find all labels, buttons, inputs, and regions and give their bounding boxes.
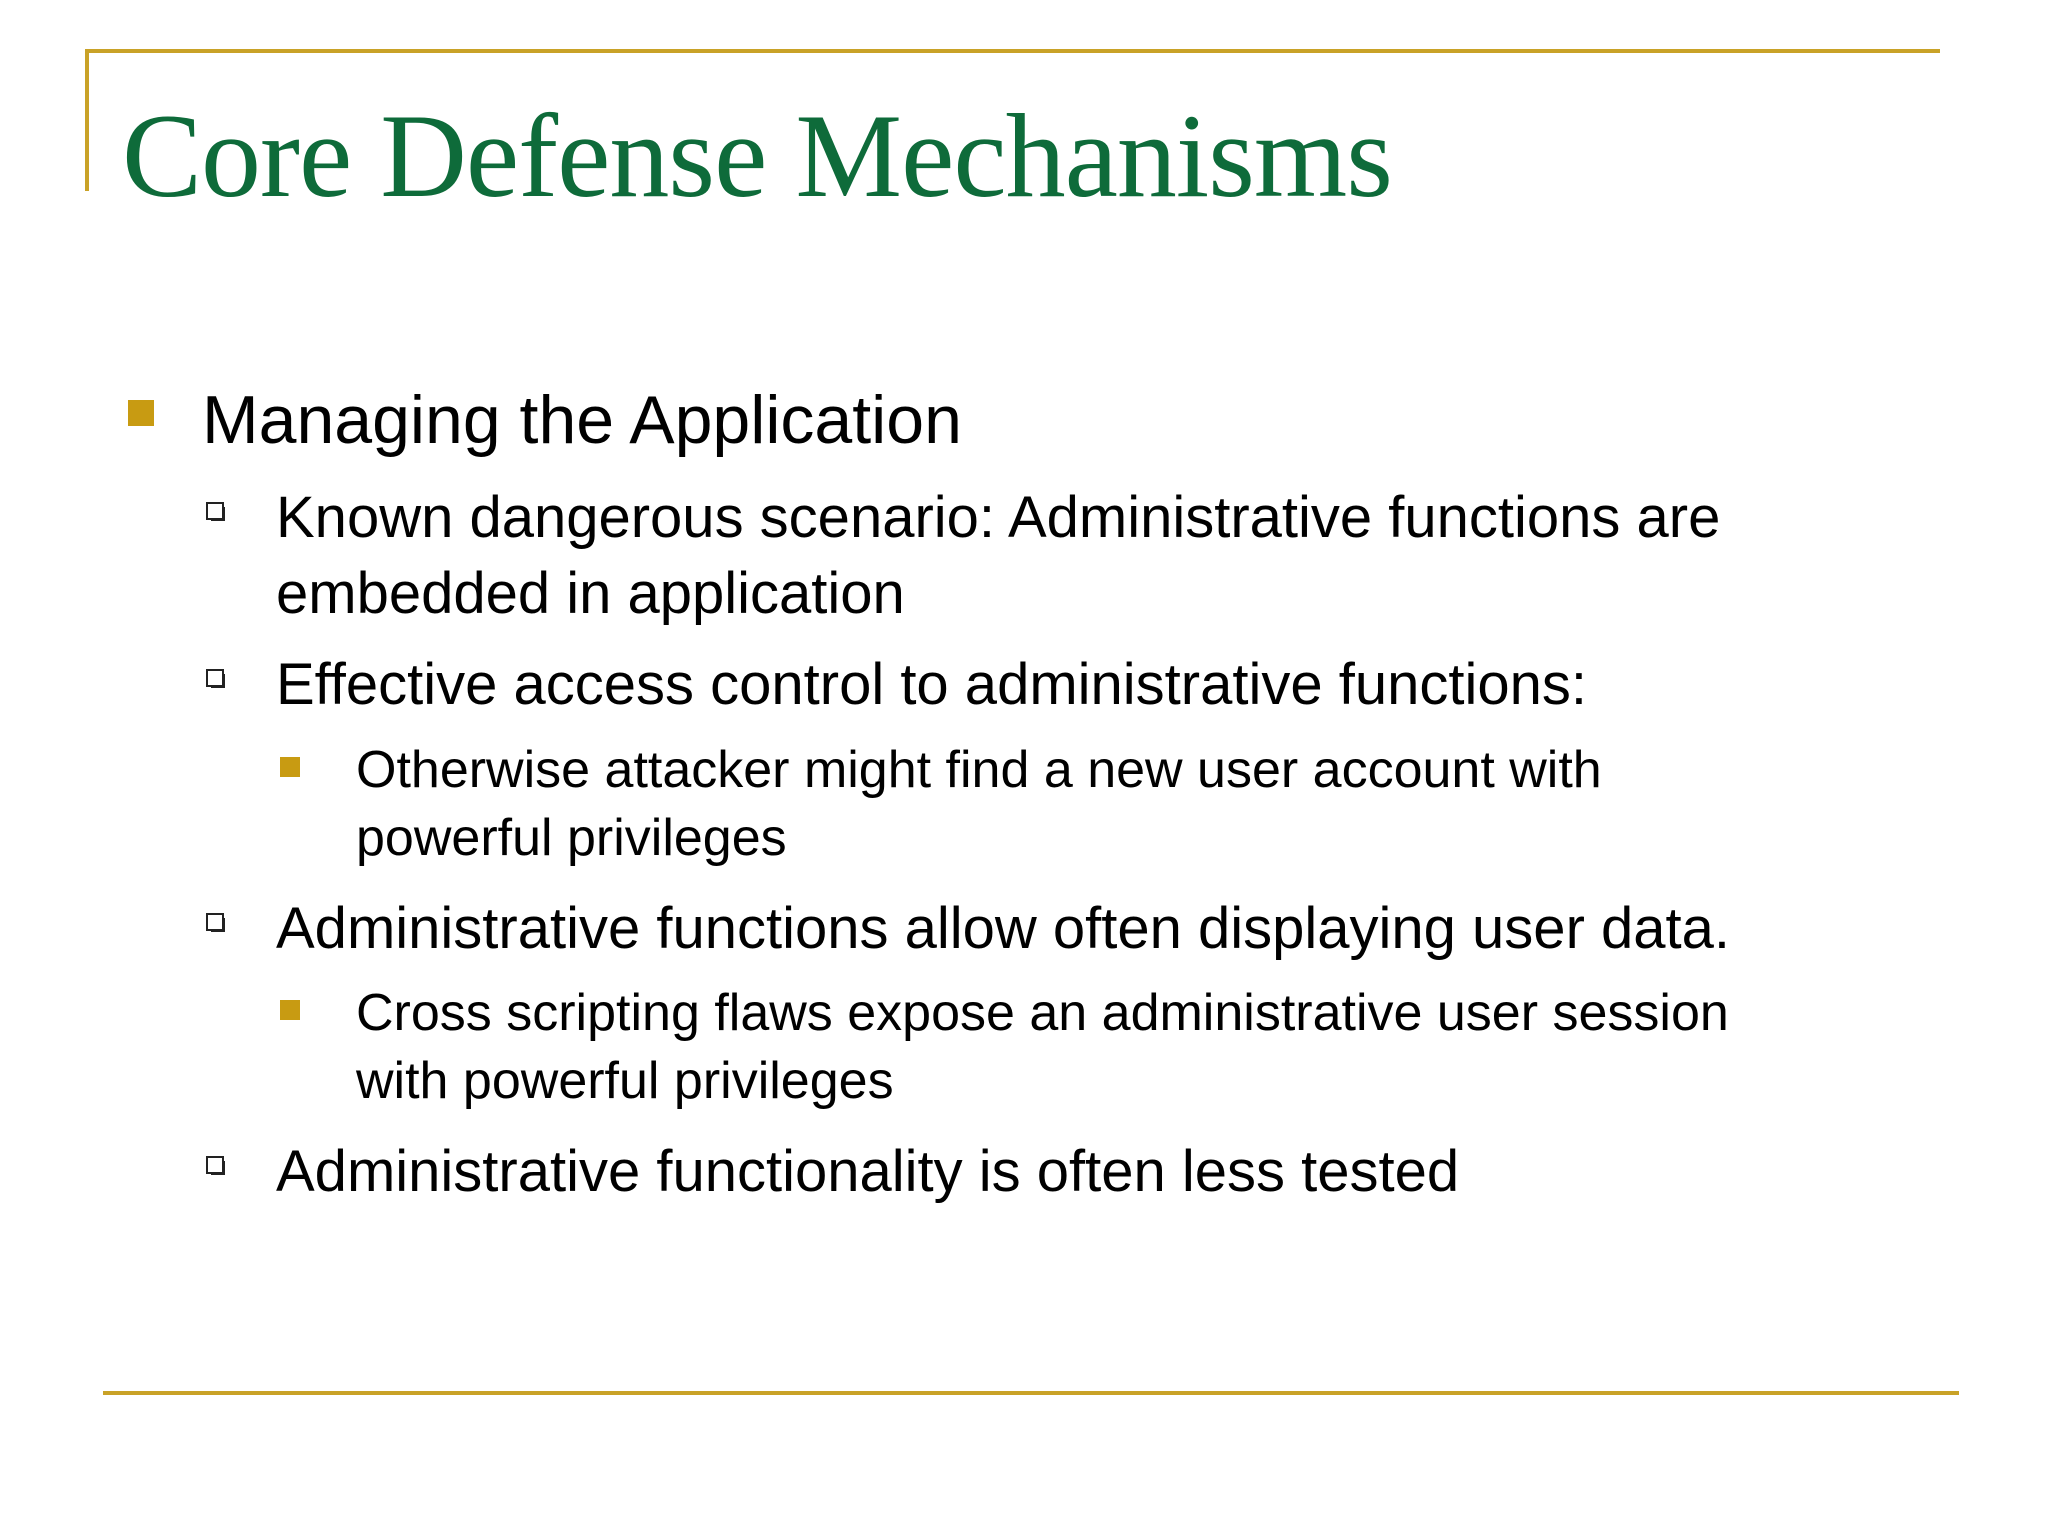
bullet-open-square-icon [206,913,224,931]
bullet-level3-text: Otherwise attacker might find a new user account with [356,741,1602,799]
bullet-open-square-icon [206,1156,224,1174]
bullet-level3-text: powerful privileges [356,809,787,867]
bullet-square-icon [128,400,154,426]
bullet-open-square-icon [206,669,224,687]
bullet-open-square-icon [206,502,224,520]
bullet-level2-text: Administrative functions allow often displaying user data. [276,896,1730,961]
frame-bottom-rule [103,1391,1959,1395]
bullet-level2-text: Known dangerous scenario: Administrative functions are [276,485,1721,550]
bullet-square-icon [280,1000,300,1020]
bullet-square-icon [280,757,300,777]
bullet-level3-text: Cross scripting flaws expose an administrative user session [356,984,1729,1042]
slide-title: Core Defense Mechanisms [122,89,1392,222]
bullet-level2-text: Administrative functionality is often less tested [276,1139,1460,1204]
bullet-level1-text: Managing the Application [202,382,962,458]
bullet-level3-text: with powerful privileges [356,1052,894,1110]
bullet-level2-text: Effective access control to administrative functions: [276,652,1587,717]
bullet-level2-text: embedded in application [276,561,905,626]
